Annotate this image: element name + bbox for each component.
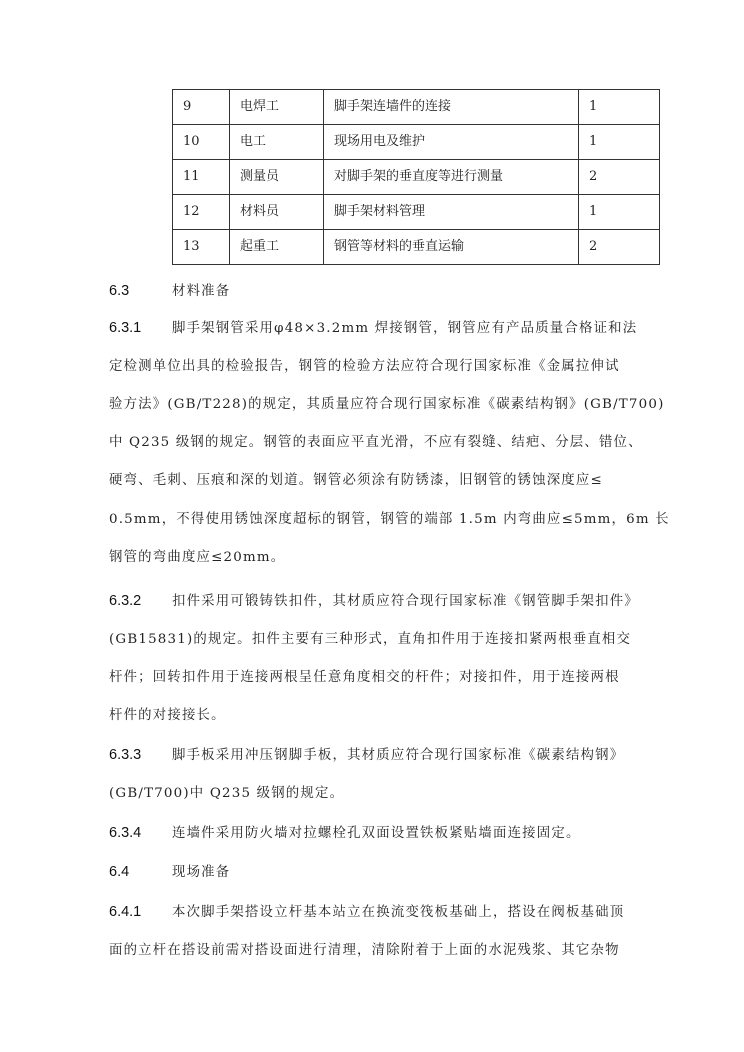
section-number: 6.3.1 <box>109 320 142 336</box>
section-heading-6-4 <box>109 861 230 880</box>
paragraph-text: 扣件采用可锻铸铁扣件，其材质应符合现行国家标准《钢管脚手架扣件》 <box>172 594 639 609</box>
table-row <box>173 125 660 160</box>
paragraph-line: 杆件；回转扣件用于连接两根呈任意角度相交的杆件；对接扣件，用于连接两根 <box>109 670 620 685</box>
cell-no: 13 <box>173 230 230 265</box>
paragraph-text: 本次脚手架搭设立杆基本站立在换流变筏板基础上，搭设在阀板基础顶 <box>172 905 625 920</box>
paragraph-6-3-1-line <box>109 317 637 336</box>
cell-count: 1 <box>579 125 660 160</box>
paragraph-text: 脚手架钢管采用φ48×3.2mm 焊接钢管，钢管应有产品质量合格证和法 <box>172 321 638 336</box>
paragraph-6-4-1-line <box>109 901 624 920</box>
paragraph-line: 杆件的对接接长。 <box>109 708 226 723</box>
paragraph-line: 验方法》(GB/T228)的规定，其质量应符合现行国家标准《碳素结构钢》(GB/T700) <box>109 397 665 412</box>
section-number: 6.3.2 <box>109 593 142 609</box>
section-number: 6.3.4 <box>109 825 142 841</box>
cell-duty: 对脚手架的垂直度等进行测量 <box>324 160 579 195</box>
section-title: 材料准备 <box>172 284 231 299</box>
cell-duty: 钢管等材料的垂直运输 <box>324 230 579 265</box>
paragraph-line: 钢管的弯曲度应≤20mm。 <box>109 550 286 565</box>
cell-count: 2 <box>579 160 660 195</box>
cell-no: 11 <box>173 160 230 195</box>
paragraph-6-3-4-line <box>109 822 581 841</box>
paragraph-line: 面的立杆在搭设前需对搭设面进行清理，清除附着于上面的水泥残浆、其它杂物 <box>109 943 620 958</box>
section-number: 6.4 <box>109 864 130 880</box>
section-number: 6.3.3 <box>109 747 142 763</box>
section-heading-6-3 <box>109 280 230 299</box>
table-row <box>173 160 660 195</box>
paragraph-line: 0.5mm，不得使用锈蚀深度超标的钢管，钢管的端部 1.5m 内弯曲应≤5mm，6m 长 <box>109 512 670 527</box>
cell-no: 10 <box>173 125 230 160</box>
paragraph-6-3-2-line <box>109 590 639 609</box>
cell-duty: 脚手架材料管理 <box>324 195 579 230</box>
paragraph-text: 脚手板采用冲压钢脚手板，其材质应符合现行国家标准《碳素结构钢》 <box>172 748 625 763</box>
section-number: 6.3 <box>109 283 130 299</box>
table-row <box>173 230 660 265</box>
cell-count: 1 <box>579 90 660 125</box>
section-number: 6.4.1 <box>109 904 142 920</box>
cell-duty: 现场用电及维护 <box>324 125 579 160</box>
staff-table <box>172 89 660 265</box>
cell-no: 12 <box>173 195 230 230</box>
cell-duty: 脚手架连墙件的连接 <box>324 90 579 125</box>
cell-role: 测量员 <box>230 160 324 195</box>
cell-no: 9 <box>173 90 230 125</box>
cell-role: 电焊工 <box>230 90 324 125</box>
cell-count: 2 <box>579 230 660 265</box>
paragraph-line: (GB15831)的规定。扣件主要有三种形式，直角扣件用于连接扣紧两根垂直相交 <box>109 632 632 647</box>
paragraph-text: 连墙件采用防火墙对拉螺栓孔双面设置铁板紧贴墙面连接固定。 <box>172 826 581 841</box>
cell-role: 材料员 <box>230 195 324 230</box>
section-title: 现场准备 <box>172 865 231 880</box>
paragraph-line: (GB/T700)中 Q235 级钢的规定。 <box>109 786 345 801</box>
table-row <box>173 195 660 230</box>
cell-role: 起重工 <box>230 230 324 265</box>
paragraph-line: 中 Q235 级钢的规定。钢管的表面应平直光滑，不应有裂缝、结疤、分层、错位、 <box>109 435 643 450</box>
cell-role: 电工 <box>230 125 324 160</box>
paragraph-line: 定检测单位出具的检验报告，钢管的检验方法应符合现行国家标准《金属拉伸试 <box>109 359 620 374</box>
table-row <box>173 90 660 125</box>
cell-count: 1 <box>579 195 660 230</box>
paragraph-6-3-3-line <box>109 744 624 763</box>
paragraph-line: 硬弯、毛刺、压痕和深的划道。钢管必须涂有防锈漆，旧钢管的锈蚀深度应≤ <box>109 473 603 488</box>
